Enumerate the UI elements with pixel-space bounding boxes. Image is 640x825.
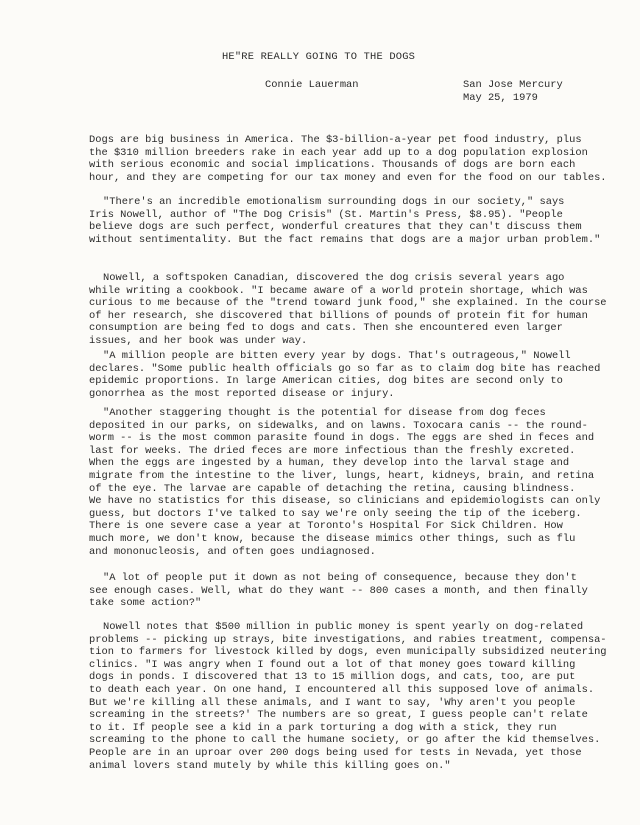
text-line: screaming to the phone to call the humane society, or go after the kid themselves. bbox=[89, 734, 601, 747]
text-line: migrate from the intestine to the liver, lungs, heart, kidneys, brain, and retina bbox=[89, 469, 595, 482]
publication-date: May 25, 1979 bbox=[463, 92, 538, 104]
paragraph bbox=[89, 407, 609, 558]
text-line: Dogs are big business in America. The $3-billion-a-year pet food industry, plus bbox=[89, 134, 582, 146]
paragraph bbox=[89, 572, 609, 610]
paragraph bbox=[89, 134, 609, 184]
text-line: see enough cases. Well, what do they want -- 800 cases a month, and then finally bbox=[89, 584, 588, 597]
text-line: "Another staggering thought is the potential for disease from dog feces bbox=[103, 407, 546, 419]
paragraph bbox=[89, 621, 609, 772]
text-line: the $310 million breeders rake in each year add up to a dog population explosion bbox=[89, 146, 588, 159]
paragraph bbox=[89, 272, 609, 348]
text-line: dogs in ponds. I discovered that 13 to 15 million dogs, and cats, too, are put bbox=[89, 671, 576, 684]
text-line: deposited in our parks, on sidewalks, and on lawns. Toxocara canis -- the round- bbox=[89, 419, 588, 432]
text-line: to death each year. On one hand, I encountered all this supposed love of animals. bbox=[89, 683, 595, 696]
article-title: HE"RE REALLY GOING TO THE DOGS bbox=[222, 51, 416, 63]
text-line: We have no statistics for this disease, so clinicians and epidemiologists can only bbox=[89, 495, 601, 508]
text-line: and mononucleosis, and often goes undiagnosed. bbox=[89, 545, 376, 558]
text-line: take some action?" bbox=[89, 597, 202, 610]
text-line: "A million people are bitten every year by dogs. That's outrageous," Nowell bbox=[103, 350, 571, 362]
text-line: Iris Nowell, author of "The Dog Crisis" (St. Martin's Press, $8.95). "People bbox=[89, 208, 563, 221]
text-line: hour, and they are competing for our tax money and even for the food on our tables. bbox=[89, 171, 607, 184]
text-line: animal lovers stand mutely by while this killing goes on." bbox=[89, 759, 451, 772]
text-line: guess, but doctors I've talked to say we're only seeing the tip of the iceberg. bbox=[89, 507, 582, 520]
text-line: declares. "Some public health officials go so far as to claim dog bite has reached bbox=[89, 362, 601, 375]
author-byline: Connie Lauerman bbox=[265, 79, 359, 91]
text-line: But we're killing all these animals, and I want to say, 'Why aren't you people bbox=[89, 696, 576, 709]
paragraph bbox=[89, 196, 609, 246]
publication-name: San Jose Mercury bbox=[463, 79, 563, 91]
text-line: screaming in the streets?' The numbers are so great, I guess people can't relate bbox=[89, 709, 588, 722]
text-line: "There's an incredible emotionalism surrounding dogs in our society," says bbox=[103, 196, 565, 208]
text-line: tion to farmers for livestock killed by dogs, even municipally subsidized neutering bbox=[89, 646, 607, 659]
text-line: to it. If people see a kid in a park torturing a dog with a stick, they run bbox=[89, 721, 557, 734]
text-line: of the eye. The larvae are capable of detaching the retina, causing blindness. bbox=[89, 482, 576, 495]
text-line: last for weeks. The dried feces are more infectious than the freshly excreted. bbox=[89, 444, 576, 457]
text-line: issues, and her book was under way. bbox=[89, 334, 308, 347]
text-line: curious to me because of the "trend toward junk food," she explained. In the course bbox=[89, 297, 607, 310]
text-line: gonorrhea as the most reported disease or injury. bbox=[89, 387, 395, 400]
text-line: worm -- is the most common parasite found in dogs. The eggs are shed in feces and bbox=[89, 432, 595, 445]
text-line: much more, we don't know, because the disease mimics other things, such as flu bbox=[89, 532, 576, 545]
text-line: without sentimentality. But the fact remains that dogs are a major urban problem." bbox=[89, 233, 601, 246]
text-line: clinics. "I was angry when I found out a lot of that money goes toward killing bbox=[89, 658, 576, 671]
text-line: When the eggs are ingested by a human, they develop into the larval stage and bbox=[89, 457, 570, 470]
text-line: consumption are being fed to dogs and cats. Then she encountered even larger bbox=[89, 322, 563, 335]
text-line: of her research, she discovered that billions of pounds of protein fit for human bbox=[89, 309, 588, 322]
text-line: Nowell notes that $500 million in public money is spent yearly on dog-related bbox=[103, 621, 584, 633]
text-line: There is one severe case a year at Toronto's Hospital For Sick Children. How bbox=[89, 520, 563, 533]
text-line: People are in an uproar over 200 dogs being used for tests in Nevada, yet those bbox=[89, 746, 582, 759]
text-line: believe dogs are such perfect, wonderful creatures that they can't discuss them bbox=[89, 221, 582, 234]
paragraph bbox=[89, 350, 609, 400]
text-line: problems -- picking up strays, bite investigations, and rabies treatment, compensa- bbox=[89, 633, 607, 646]
text-line: while writing a cookbook. "I became aware of a world protein shortage, which was bbox=[89, 284, 588, 297]
text-line: epidemic proportions. In large American cities, dog bites are second only to bbox=[89, 375, 563, 388]
text-line: Nowell, a softspoken Canadian, discovered the dog crisis several years ago bbox=[103, 272, 565, 284]
text-line: with serious economic and social implications. Thousands of dogs are born each bbox=[89, 159, 576, 172]
text-line: "A lot of people put it down as not being of consequence, because they don't bbox=[103, 572, 577, 584]
